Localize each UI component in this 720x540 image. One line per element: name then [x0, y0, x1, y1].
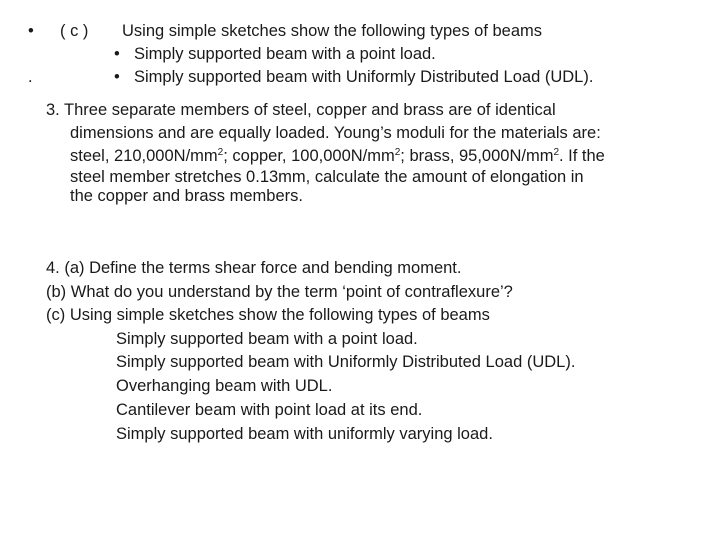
q4-part-a: 4. (a) Define the terms shear force and bending moment. — [46, 259, 462, 277]
q4-item-4: Cantilever beam with point load at its end. — [116, 401, 423, 419]
q3-line-5: the copper and brass members. — [70, 187, 303, 205]
q4-part-c: (c) Using simple sketches show the following types of beams — [46, 306, 490, 324]
bullet-glyph: • — [114, 68, 120, 86]
q3-line-2: dimensions and are equally loaded. Young’s moduli for the materials are: — [70, 124, 601, 142]
q4-item-1: Simply supported beam with a point load. — [116, 330, 418, 348]
q4-item-2: Simply supported beam with Uniformly Distributed Load (UDL). — [116, 353, 576, 371]
section-c-label: ( c ) — [60, 22, 89, 40]
q4-item-3: Overhanging beam with UDL. — [116, 377, 333, 395]
section-c-item-2: Simply supported beam with Uniformly Distributed Load (UDL). — [134, 68, 594, 86]
superscript: 2 — [217, 147, 224, 158]
q3-line-1: 3. Three separate members of steel, copper and brass are of identical — [46, 101, 556, 119]
stray-dot: . — [28, 68, 33, 86]
q3-line-3a: steel, 210,000N/mm — [70, 147, 218, 165]
section-c-item-1: Simply supported beam with a point load. — [134, 45, 436, 63]
q3-line-3d: . If the — [559, 147, 605, 165]
q3-line-4: steel member stretches 0.13mm, calculate the amount of elongation in — [70, 168, 584, 186]
q4-item-5: Simply supported beam with uniformly varying load. — [116, 425, 493, 443]
bullet-glyph: • — [114, 45, 120, 63]
bullet-glyph: • — [28, 22, 34, 40]
q3-line-3b: ; copper, 100,000N/mm — [223, 147, 395, 165]
superscript: 2 — [394, 147, 401, 158]
superscript: 2 — [553, 147, 559, 158]
section-c-intro: Using simple sketches show the following types of beams — [122, 22, 543, 40]
q3-line-3c: ; brass, 95,000N/mm — [400, 147, 554, 165]
q3-line-3 — [70, 147, 605, 166]
q4-part-b: (b) What do you understand by the term ‘point of contraflexure’? — [46, 283, 513, 301]
